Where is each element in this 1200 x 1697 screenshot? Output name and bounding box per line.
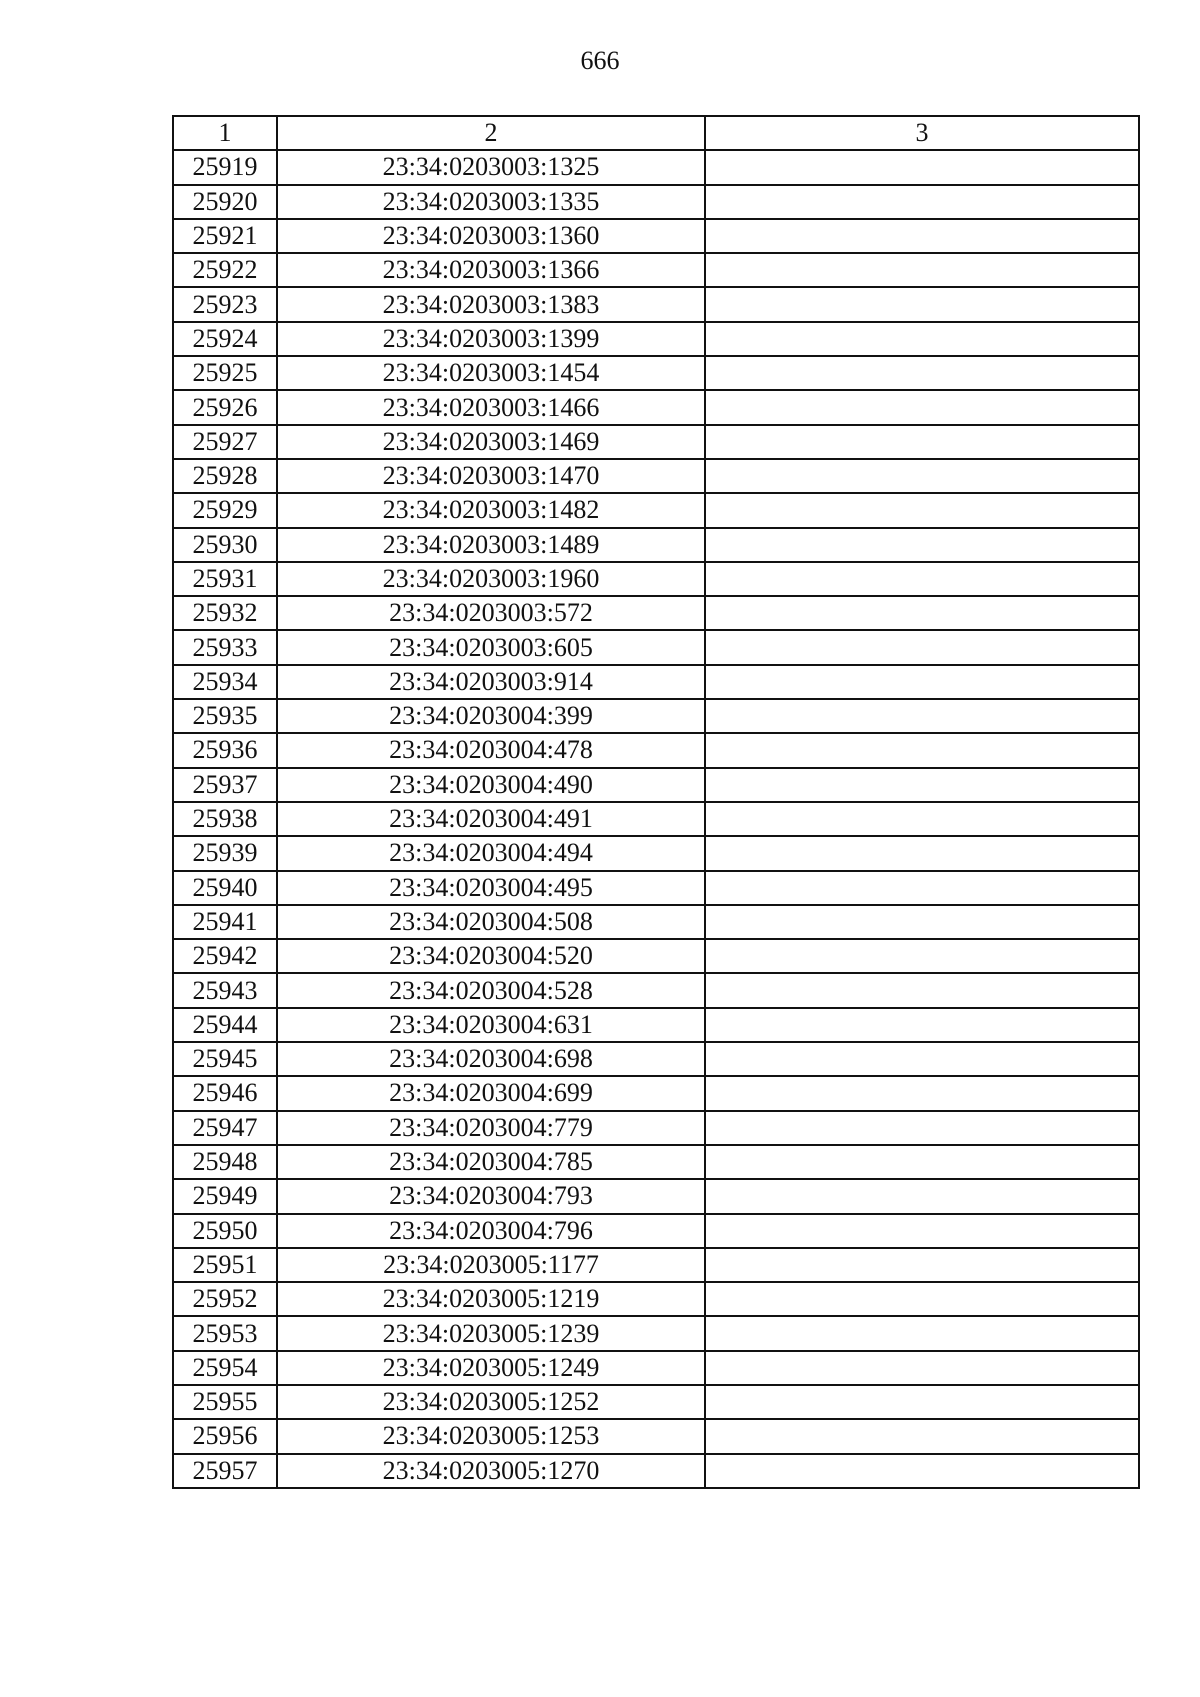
cadastral-number-cell: 23:34:0203005:1253	[277, 1419, 705, 1453]
cadastral-number-cell: 23:34:0203003:1489	[277, 528, 705, 562]
notes-cell	[705, 973, 1139, 1007]
notes-cell	[705, 1385, 1139, 1419]
cadastral-number-cell: 23:34:0203003:1360	[277, 219, 705, 253]
row-number-cell: 25932	[173, 596, 277, 630]
cadastral-number-cell: 23:34:0203004:478	[277, 733, 705, 767]
table-row	[173, 836, 1139, 870]
table-row	[173, 871, 1139, 905]
column-header-1: 1	[173, 116, 277, 150]
notes-cell	[705, 185, 1139, 219]
cadastral-number-cell: 23:34:0203004:779	[277, 1111, 705, 1145]
cadastral-number-cell: 23:34:0203004:698	[277, 1042, 705, 1076]
cadastral-number-cell: 23:34:0203003:605	[277, 630, 705, 664]
table-row	[173, 630, 1139, 664]
cadastral-number-cell: 23:34:0203004:785	[277, 1145, 705, 1179]
cadastral-number-cell: 23:34:0203005:1270	[277, 1454, 705, 1488]
table-row	[173, 973, 1139, 1007]
row-number-cell: 25925	[173, 356, 277, 390]
notes-cell	[705, 287, 1139, 321]
cadastral-number-cell: 23:34:0203003:1482	[277, 493, 705, 527]
row-number-cell: 25931	[173, 562, 277, 596]
cadastral-number-cell: 23:34:0203005:1219	[277, 1282, 705, 1316]
notes-cell	[705, 1248, 1139, 1282]
table-header-row	[173, 116, 1139, 150]
cadastral-number-cell: 23:34:0203003:1335	[277, 185, 705, 219]
row-number-cell: 25937	[173, 768, 277, 802]
table-row	[173, 493, 1139, 527]
cadastral-number-cell: 23:34:0203004:796	[277, 1214, 705, 1248]
row-number-cell: 25945	[173, 1042, 277, 1076]
cadastral-number-cell: 23:34:0203003:1469	[277, 425, 705, 459]
cadastral-number-cell: 23:34:0203003:1466	[277, 390, 705, 424]
row-number-cell: 25919	[173, 150, 277, 184]
cadastral-number-cell: 23:34:0203003:1454	[277, 356, 705, 390]
table-row	[173, 459, 1139, 493]
cadastral-number-cell: 23:34:0203004:508	[277, 905, 705, 939]
notes-cell	[705, 939, 1139, 973]
table-row	[173, 322, 1139, 356]
table-row	[173, 1385, 1139, 1419]
row-number-cell: 25936	[173, 733, 277, 767]
cadastral-number-cell: 23:34:0203005:1249	[277, 1351, 705, 1385]
notes-cell	[705, 1351, 1139, 1385]
table-body	[173, 150, 1139, 1488]
table-row	[173, 1351, 1139, 1385]
row-number-cell: 25944	[173, 1008, 277, 1042]
notes-cell	[705, 733, 1139, 767]
cadastral-number-cell: 23:34:0203003:572	[277, 596, 705, 630]
notes-cell	[705, 493, 1139, 527]
table-row	[173, 768, 1139, 802]
table-row	[173, 356, 1139, 390]
row-number-cell: 25949	[173, 1179, 277, 1213]
notes-cell	[705, 905, 1139, 939]
table-row	[173, 1076, 1139, 1110]
column-header-2: 2	[277, 116, 705, 150]
table-row	[173, 528, 1139, 562]
table-row	[173, 425, 1139, 459]
cadastral-number-cell: 23:34:0203003:1383	[277, 287, 705, 321]
row-number-cell: 25929	[173, 493, 277, 527]
notes-cell	[705, 390, 1139, 424]
row-number-cell: 25950	[173, 1214, 277, 1248]
table-row	[173, 733, 1139, 767]
row-number-cell: 25955	[173, 1385, 277, 1419]
cadastral-number-cell: 23:34:0203004:494	[277, 836, 705, 870]
notes-cell	[705, 1076, 1139, 1110]
table-row	[173, 1214, 1139, 1248]
notes-cell	[705, 356, 1139, 390]
table-row	[173, 1454, 1139, 1488]
table-row	[173, 939, 1139, 973]
row-number-cell: 25940	[173, 871, 277, 905]
table-row	[173, 1042, 1139, 1076]
row-number-cell: 25930	[173, 528, 277, 562]
notes-cell	[705, 1042, 1139, 1076]
table-row	[173, 1248, 1139, 1282]
table-row	[173, 699, 1139, 733]
notes-cell	[705, 253, 1139, 287]
notes-cell	[705, 836, 1139, 870]
cadastral-number-cell: 23:34:0203004:631	[277, 1008, 705, 1042]
table-row	[173, 253, 1139, 287]
row-number-cell: 25953	[173, 1316, 277, 1350]
notes-cell	[705, 425, 1139, 459]
table-row	[173, 390, 1139, 424]
row-number-cell: 25924	[173, 322, 277, 356]
row-number-cell: 25934	[173, 665, 277, 699]
row-number-cell: 25923	[173, 287, 277, 321]
row-number-cell: 25946	[173, 1076, 277, 1110]
row-number-cell: 25941	[173, 905, 277, 939]
cadastral-number-cell: 23:34:0203004:495	[277, 871, 705, 905]
notes-cell	[705, 1316, 1139, 1350]
table-row	[173, 1008, 1139, 1042]
table-row	[173, 287, 1139, 321]
cadastral-number-cell: 23:34:0203004:520	[277, 939, 705, 973]
registry-table	[172, 115, 1140, 1489]
notes-cell	[705, 322, 1139, 356]
row-number-cell: 25921	[173, 219, 277, 253]
table-row	[173, 1316, 1139, 1350]
cadastral-number-cell: 23:34:0203005:1252	[277, 1385, 705, 1419]
cadastral-number-cell: 23:34:0203005:1239	[277, 1316, 705, 1350]
notes-cell	[705, 1454, 1139, 1488]
notes-cell	[705, 665, 1139, 699]
cadastral-number-cell: 23:34:0203003:914	[277, 665, 705, 699]
table-row	[173, 596, 1139, 630]
table-row	[173, 665, 1139, 699]
row-number-cell: 25935	[173, 699, 277, 733]
cadastral-number-cell: 23:34:0203004:528	[277, 973, 705, 1007]
cadastral-number-cell: 23:34:0203004:793	[277, 1179, 705, 1213]
table-row	[173, 185, 1139, 219]
row-number-cell: 25939	[173, 836, 277, 870]
row-number-cell: 25922	[173, 253, 277, 287]
notes-cell	[705, 802, 1139, 836]
cadastral-number-cell: 23:34:0203003:1960	[277, 562, 705, 596]
row-number-cell: 25928	[173, 459, 277, 493]
row-number-cell: 25954	[173, 1351, 277, 1385]
row-number-cell: 25948	[173, 1145, 277, 1179]
cadastral-number-cell: 23:34:0203003:1366	[277, 253, 705, 287]
row-number-cell: 25920	[173, 185, 277, 219]
cadastral-number-cell: 23:34:0203003:1470	[277, 459, 705, 493]
notes-cell	[705, 699, 1139, 733]
table-row	[173, 1145, 1139, 1179]
notes-cell	[705, 1145, 1139, 1179]
notes-cell	[705, 871, 1139, 905]
table-row	[173, 1419, 1139, 1453]
cadastral-number-cell: 23:34:0203004:491	[277, 802, 705, 836]
notes-cell	[705, 630, 1139, 664]
row-number-cell: 25927	[173, 425, 277, 459]
notes-cell	[705, 768, 1139, 802]
notes-cell	[705, 1282, 1139, 1316]
notes-cell	[705, 1111, 1139, 1145]
table-row	[173, 802, 1139, 836]
row-number-cell: 25957	[173, 1454, 277, 1488]
notes-cell	[705, 1008, 1139, 1042]
page-number: 666	[580, 46, 620, 75]
table-row	[173, 1179, 1139, 1213]
table-row	[173, 1282, 1139, 1316]
cadastral-number-cell: 23:34:0203004:699	[277, 1076, 705, 1110]
cadastral-number-cell: 23:34:0203005:1177	[277, 1248, 705, 1282]
table-row	[173, 562, 1139, 596]
row-number-cell: 25947	[173, 1111, 277, 1145]
table-row	[173, 905, 1139, 939]
notes-cell	[705, 528, 1139, 562]
cadastral-number-cell: 23:34:0203003:1325	[277, 150, 705, 184]
row-number-cell: 25951	[173, 1248, 277, 1282]
table-row	[173, 1111, 1139, 1145]
notes-cell	[705, 596, 1139, 630]
row-number-cell: 25942	[173, 939, 277, 973]
table-row	[173, 219, 1139, 253]
notes-cell	[705, 459, 1139, 493]
column-header-3: 3	[705, 116, 1139, 150]
row-number-cell: 25933	[173, 630, 277, 664]
row-number-cell: 25938	[173, 802, 277, 836]
row-number-cell: 25956	[173, 1419, 277, 1453]
notes-cell	[705, 562, 1139, 596]
row-number-cell: 25943	[173, 973, 277, 1007]
table-row	[173, 150, 1139, 184]
notes-cell	[705, 1214, 1139, 1248]
row-number-cell: 25952	[173, 1282, 277, 1316]
notes-cell	[705, 1419, 1139, 1453]
notes-cell	[705, 219, 1139, 253]
cadastral-number-cell: 23:34:0203004:490	[277, 768, 705, 802]
row-number-cell: 25926	[173, 390, 277, 424]
notes-cell	[705, 150, 1139, 184]
cadastral-number-cell: 23:34:0203004:399	[277, 699, 705, 733]
notes-cell	[705, 1179, 1139, 1213]
cadastral-number-cell: 23:34:0203003:1399	[277, 322, 705, 356]
